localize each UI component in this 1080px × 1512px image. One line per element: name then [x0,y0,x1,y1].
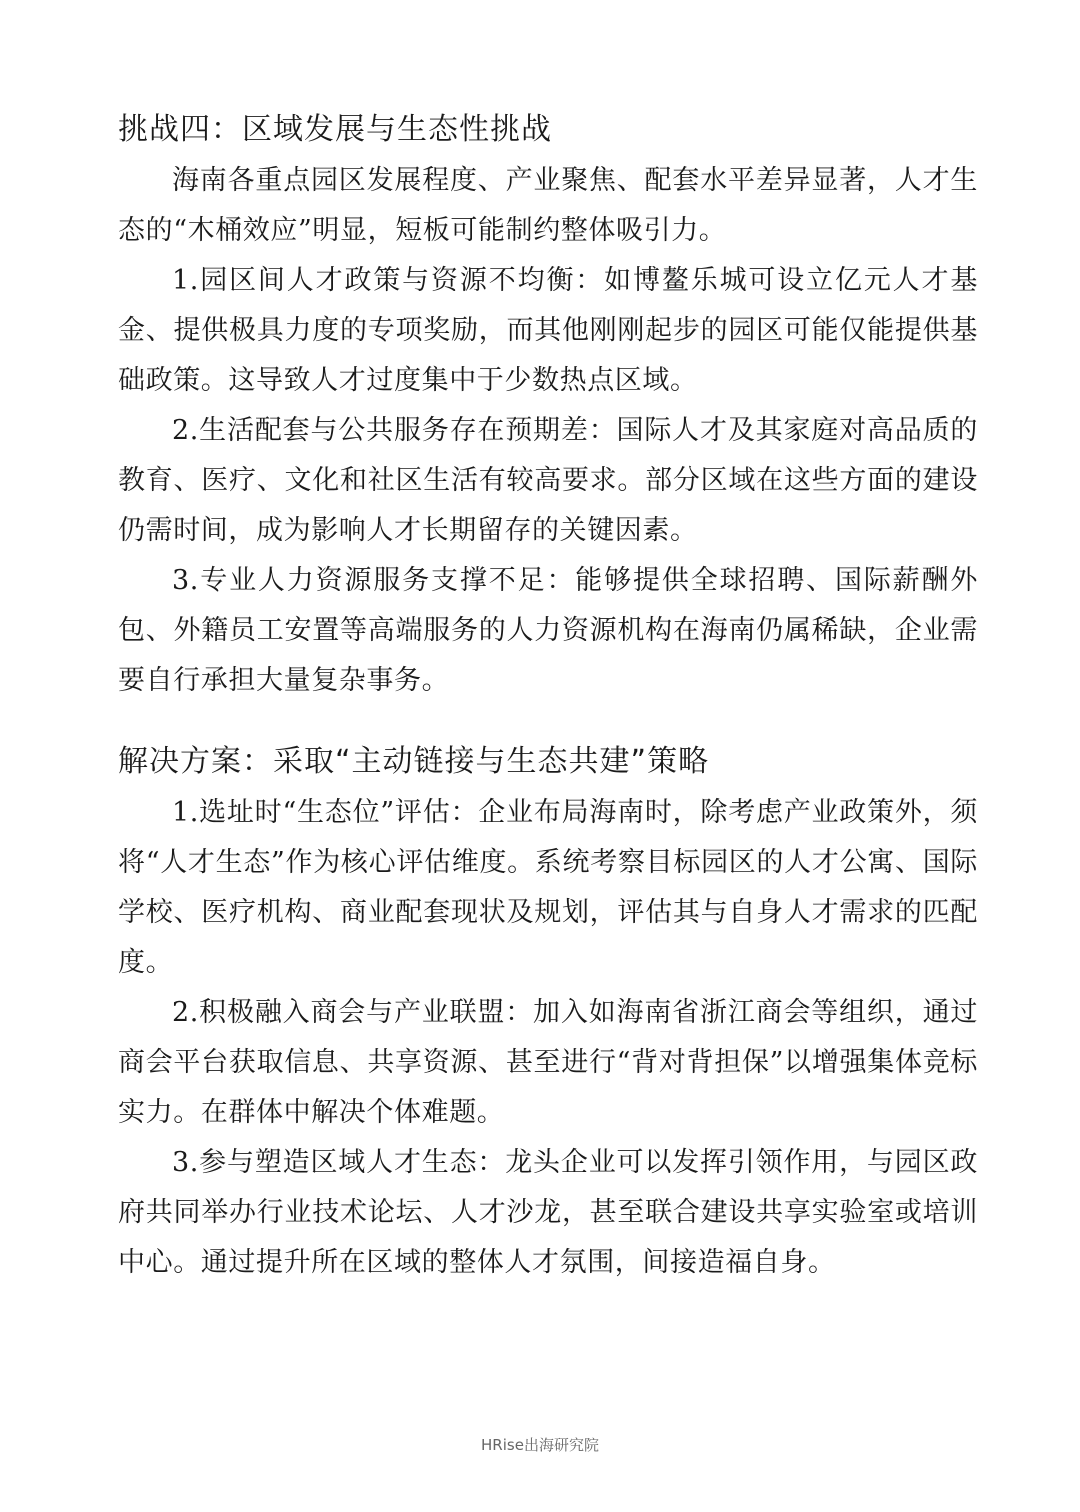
paragraph-solution-2: 2.积极融入商会与产业联盟：加入如海南省浙江商会等组织，通过商会平台获取信息、共享资源、甚至进行“背对背担保”以增强集体竞标实力。在群体中解决个体难题。 [118,997,978,1128]
paragraph-point-3: 3.专业人力资源服务支撑不足：能够提供全球招聘、国际薪酬外包、外籍员工安置等高端服务的人力资源机构在海南仍属稀缺，企业需要自行承担大量复杂事务。 [118,565,978,696]
paragraph-solution-1: 1.选址时“生态位”评估：企业布局海南时，除考虑产业政策外，须将“人才生态”作为核心评估维度。系统考察目标园区的人才公寓、国际学校、医疗机构、商业配套现状及规划，评估其与自身人才需求的匹配度。 [118,797,978,978]
paragraph-intro: 海南各重点园区发展程度、产业聚焦、配套水平差异显著，人才生态的“木桶效应”明显，短板可能制约整体吸引力。 [118,165,978,246]
section-heading-solution: 解决方案：采取“主动链接与生态共建”策略 [118,744,710,779]
paragraph-point-2: 2.生活配套与公共服务存在预期差：国际人才及其家庭对高品质的教育、医疗、文化和社区生活有较高要求。部分区域在这些方面的建设仍需时间，成为影响人才长期留存的关键因素。 [118,415,978,546]
footer-source: HRise出海研究院 [481,1436,599,1454]
paragraph-solution-3: 3.参与塑造区域人才生态：龙头企业可以发挥引领作用，与园区政府共同举办行业技术论坛、人才沙龙，甚至联合建设共享实验室或培训中心。通过提升所在区域的整体人才氛围，间接造福自身。 [118,1147,978,1278]
section-heading-challenge: 挑战四：区域发展与生态性挑战 [118,112,552,147]
document-body [118,104,978,1288]
paragraph-point-1: 1.园区间人才政策与资源不均衡：如博鳌乐城可设立亿元人才基金、提供极具力度的专项奖励，而其他刚刚起步的园区可能仅能提供基础政策。这导致人才过度集中于少数热点区域。 [118,265,978,396]
